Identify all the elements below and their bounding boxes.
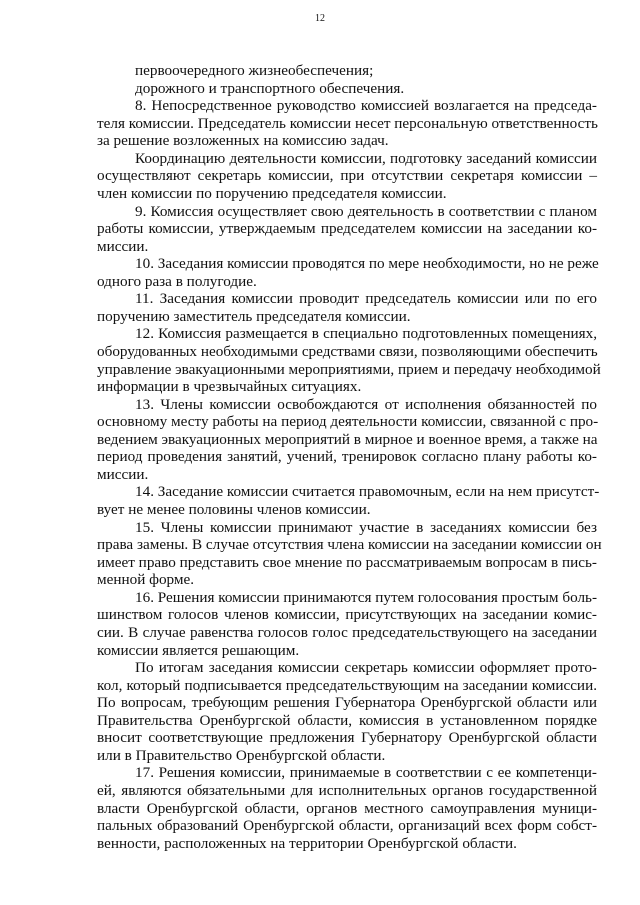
text-line: или в Правительство Оренбургской области. bbox=[97, 746, 386, 764]
text-line: ей, являются обязательными для исполнительных органов государственной bbox=[97, 782, 597, 799]
text-line: одного раза в полугодие. bbox=[97, 272, 257, 290]
text-line: первоочередного жизнеобеспечения; bbox=[135, 62, 374, 79]
text-line: миссии. bbox=[97, 237, 149, 255]
text-line: По итогам заседания комиссии секретарь комиссии оформляет прото- bbox=[135, 659, 597, 676]
text-line: ведением эвакуационных мероприятий в мирное и военное время, а также на bbox=[97, 430, 598, 448]
text-line: права замены. В случае отсутствия члена комиссии на заседании комиссии он bbox=[97, 536, 602, 554]
text-line: за решение возложенных на комиссию задач. bbox=[97, 132, 389, 150]
text-line: сии. В случае равенства голосов голос председательствующего на заседании bbox=[97, 623, 597, 641]
text-line: дорожного и транспортного обеспечения. bbox=[135, 79, 405, 97]
text-line: Правительства Оренбургской области, комиссия в установленном порядке bbox=[97, 711, 597, 729]
text-line: 9. Комиссия осуществляет свою деятельность в соответствии с планом bbox=[135, 202, 597, 220]
text-line: основному месту работы на период деятельности комиссии, связанной с про- bbox=[97, 413, 599, 431]
text-line: 17. Решения комиссии, принимаемые в соответствии с ее компетенци- bbox=[135, 764, 597, 782]
text-line: 10. Заседания комиссии проводятся по мере необходимости, но не реже bbox=[135, 255, 599, 273]
text-line: менной форме. bbox=[97, 571, 195, 589]
text-line: осуществляют секретарь комиссии, при отсутствии секретаря комиссии – bbox=[97, 167, 597, 185]
text-line: 8. Непосредственное руководство комиссией возлагается на председа- bbox=[135, 97, 597, 115]
text-line: 11. Заседания комиссии проводит председатель комиссии или по его bbox=[135, 290, 597, 308]
text-line: оборудованных необходимыми средствами связи, позволяющими обеспечить bbox=[97, 343, 598, 360]
text-line: теля комиссии. Председатель комиссии несет персональную ответственность bbox=[97, 114, 598, 132]
text-line: венности, расположенных на территории Оренбургской области. bbox=[97, 834, 517, 852]
text-line: вносит соответствующие предложения Губернатору Оренбургской области bbox=[97, 729, 597, 747]
text-line: 16. Решения комиссии принимаются путем голосования простым боль- bbox=[135, 588, 598, 606]
text-line: 13. Члены комиссии освобождаются от исполнения обязанностей по bbox=[135, 395, 597, 413]
text-line: миссии. bbox=[97, 465, 149, 483]
text-line: период проведения занятий, учений, тренировок согласно плану работы ко- bbox=[97, 448, 597, 466]
text-line: имеет право представить свое мнение по рассматриваемым вопросам в пись- bbox=[97, 553, 597, 571]
text-line: пальных образований Оренбургской области, организаций всех форм собст- bbox=[97, 817, 597, 835]
text-line: шинством голосов членов комиссии, присутствующих на заседании комис- bbox=[97, 606, 597, 624]
text-line: поручению заместитель председателя комиссии. bbox=[97, 307, 411, 325]
text-line: работы комиссии, утверждаемым председателем комиссии на заседании ко- bbox=[97, 220, 597, 237]
text-line: кол, который подписывается председательствующим на заседании комиссии. bbox=[97, 676, 597, 694]
text-line: вует не менее половины членов комиссии. bbox=[97, 501, 371, 518]
page-number: 12 bbox=[315, 13, 325, 24]
text-line: 15. Члены комиссии принимают участие в заседаниях комиссии без bbox=[135, 518, 597, 536]
text-line: Координацию деятельности комиссии, подготовку заседаний комиссии bbox=[135, 149, 597, 167]
text-line: 12. Комиссия размещается в специально подготовленных помещениях, bbox=[135, 325, 597, 343]
text-line: 14. Заседание комиссии считается правомочным, если на нем присутст- bbox=[135, 483, 600, 501]
text-line: управление эвакуационными мероприятиями, прием и передачу необходимой bbox=[97, 360, 601, 378]
text-line: комиссии является решающим. bbox=[97, 641, 300, 659]
text-line: член комиссии по поручению председателя комиссии. bbox=[97, 184, 447, 202]
text-line: информации в чрезвычайных ситуациях. bbox=[97, 378, 362, 396]
text-line: власти Оренбургской области, органов местного самоуправления муници- bbox=[97, 799, 597, 817]
text-line: По вопросам, требующим решения Губернатора Оренбургской области или bbox=[97, 694, 597, 712]
